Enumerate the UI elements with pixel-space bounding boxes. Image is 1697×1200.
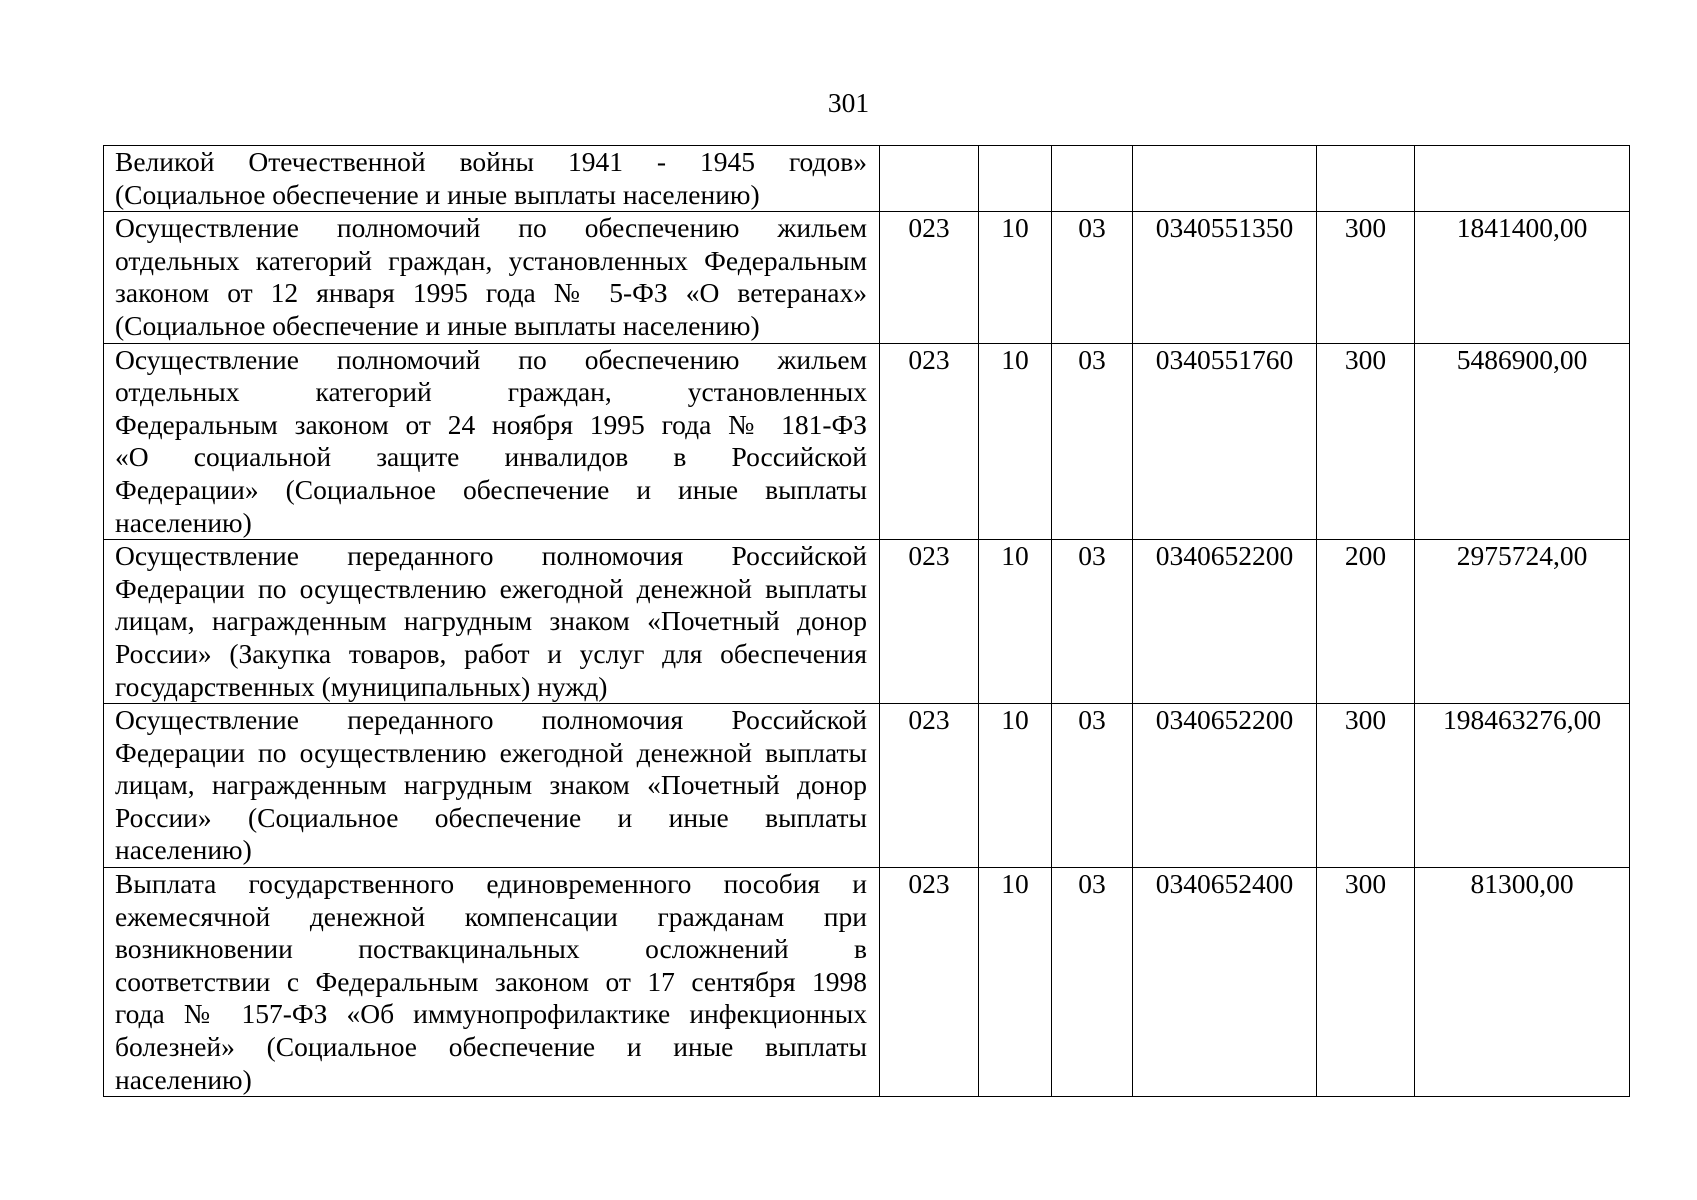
cell-section-code: 10 <box>979 868 1052 1097</box>
cell-subsection-code: 03 <box>1052 212 1133 343</box>
cell-section-code <box>979 146 1052 212</box>
description-line: России» (Закупка товаров, работ и услуг для обеспечения <box>115 637 867 669</box>
description-line: отдельных категорий граждан, установленных <box>115 376 867 408</box>
description-line: законом от 12 января 1995 года № 5-ФЗ «О ветеранах» <box>115 277 867 309</box>
description-line: Осуществление переданного полномочия Российской <box>115 704 867 736</box>
description-line: лицам, награжденным нагрудным знаком «Почетный донор <box>115 769 867 801</box>
description-line: года № 157-ФЗ «Об иммунопрофилактике инфекционных <box>115 998 867 1030</box>
page-number: 301 <box>827 87 870 118</box>
cell-subsection-code: 03 <box>1052 868 1133 1097</box>
cell-subsection-code <box>1052 146 1133 212</box>
description-line: Осуществление переданного полномочия Российской <box>115 540 867 572</box>
table-row <box>104 540 1630 704</box>
description-line: Федеральным законом от 24 ноября 1995 года № 181-ФЗ <box>115 408 867 440</box>
description-line: «О социальной защите инвалидов в Российской <box>115 441 867 473</box>
description-line: (Социальное обеспечение и иные выплаты населению) <box>115 178 760 210</box>
cell-expense-type-code: 200 <box>1317 540 1415 704</box>
cell-subsection-code: 03 <box>1052 704 1133 868</box>
description-line: Федерации по осуществлению ежегодной денежной выплаты <box>115 572 867 604</box>
description-line: отдельных категорий граждан, установленных Федеральным <box>115 244 867 276</box>
cell-expense-type-code: 300 <box>1317 343 1415 540</box>
table-row <box>104 704 1630 868</box>
cell-description <box>104 343 880 540</box>
cell-expense-type-code: 300 <box>1317 868 1415 1097</box>
description-line: населению) <box>115 1063 252 1095</box>
description-line: (Социальное обеспечение и иные выплаты населению) <box>115 309 760 341</box>
cell-description <box>104 704 880 868</box>
cell-amount: 1841400,00 <box>1415 212 1630 343</box>
table-row <box>104 146 1630 212</box>
cell-ministry-code: 023 <box>880 868 979 1097</box>
cell-ministry-code: 023 <box>880 704 979 868</box>
description-line: населению) <box>115 834 252 866</box>
table-row <box>104 868 1630 1097</box>
description-line: возникновении поствакцинальных осложнений в <box>115 933 867 965</box>
cell-subsection-code: 03 <box>1052 540 1133 704</box>
cell-target-article-code: 0340652400 <box>1133 868 1317 1097</box>
cell-section-code: 10 <box>979 212 1052 343</box>
cell-ministry-code: 023 <box>880 212 979 343</box>
cell-ministry-code <box>880 146 979 212</box>
cell-target-article-code: 0340551350 <box>1133 212 1317 343</box>
cell-description <box>104 540 880 704</box>
cell-amount: 5486900,00 <box>1415 343 1630 540</box>
description-line: Федерации» (Социальное обеспечение и иные выплаты <box>115 473 867 505</box>
cell-target-article-code: 0340652200 <box>1133 540 1317 704</box>
cell-description <box>104 212 880 343</box>
cell-target-article-code <box>1133 146 1317 212</box>
cell-amount: 81300,00 <box>1415 868 1630 1097</box>
cell-expense-type-code: 300 <box>1317 704 1415 868</box>
description-line: ежемесячной денежной компенсации гражданам при <box>115 900 867 932</box>
description-line: России» (Социальное обеспечение и иные выплаты <box>115 801 867 833</box>
cell-amount: 198463276,00 <box>1415 704 1630 868</box>
cell-ministry-code: 023 <box>880 540 979 704</box>
cell-expense-type-code: 300 <box>1317 212 1415 343</box>
description-line: болезней» (Социальное обеспечение и иные выплаты <box>115 1031 867 1063</box>
description-line: соответствии с Федеральным законом от 17 сентября 1998 <box>115 965 867 997</box>
cell-ministry-code: 023 <box>880 343 979 540</box>
description-line: лицам, награжденным нагрудным знаком «Почетный донор <box>115 605 867 637</box>
cell-expense-type-code <box>1317 146 1415 212</box>
budget-table <box>103 145 1630 1097</box>
cell-description <box>104 146 880 212</box>
cell-subsection-code: 03 <box>1052 343 1133 540</box>
description-line: Осуществление полномочий по обеспечению жильем <box>115 343 867 375</box>
cell-amount <box>1415 146 1630 212</box>
cell-section-code: 10 <box>979 704 1052 868</box>
table-row <box>104 212 1630 343</box>
cell-description <box>104 868 880 1097</box>
cell-section-code: 10 <box>979 540 1052 704</box>
description-line: населению) <box>115 506 252 538</box>
description-line: государственных (муниципальных) нужд) <box>115 670 608 702</box>
table-row <box>104 343 1630 540</box>
cell-target-article-code: 0340551760 <box>1133 343 1317 540</box>
description-line: Осуществление полномочий по обеспечению жильем <box>115 212 867 244</box>
cell-target-article-code: 0340652200 <box>1133 704 1317 868</box>
description-line: Выплата государственного единовременного пособия и <box>115 868 867 900</box>
description-line: Федерации по осуществлению ежегодной денежной выплаты <box>115 736 867 768</box>
description-line: Великой Отечественной войны 1941 - 1945 годов» <box>115 146 867 177</box>
cell-amount: 2975724,00 <box>1415 540 1630 704</box>
cell-section-code: 10 <box>979 343 1052 540</box>
